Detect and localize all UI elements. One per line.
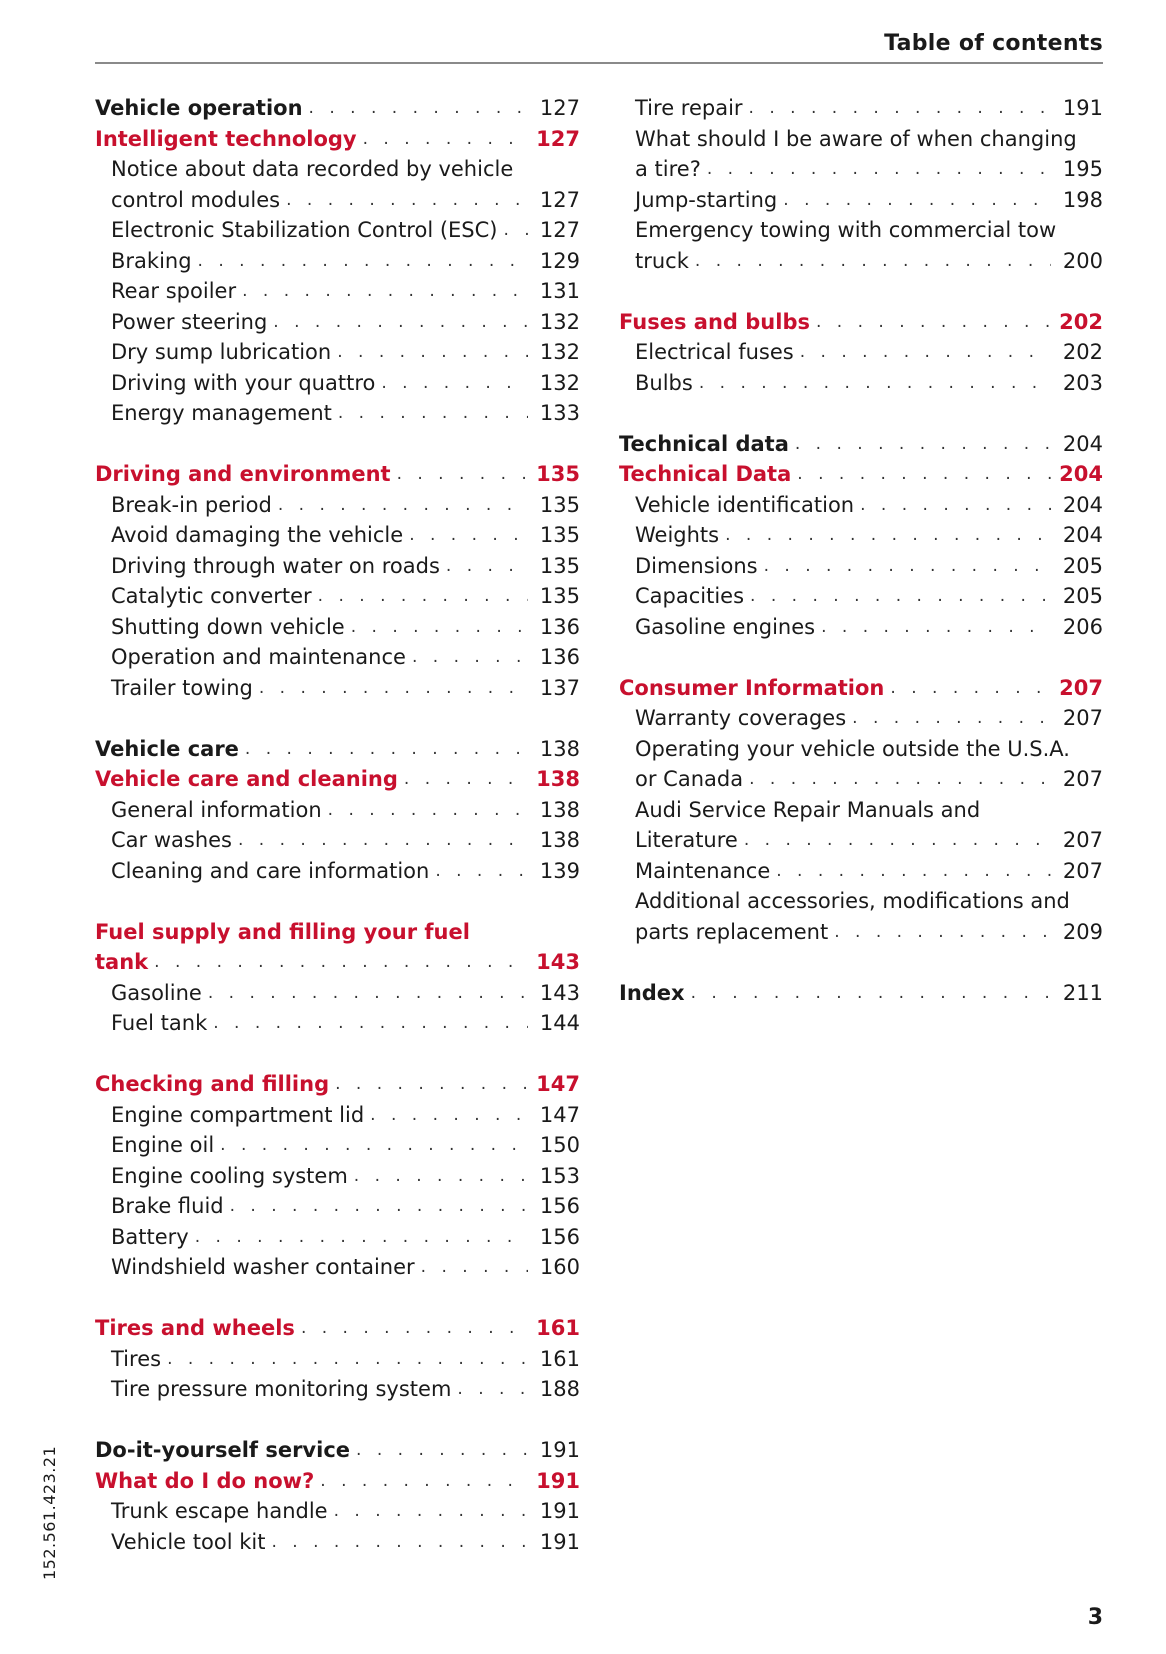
toc-entry-page-number: 156 [539,1194,580,1218]
leader-dots [406,642,528,673]
leader-dots [331,337,528,368]
toc-chapter-title: Technical data [619,431,789,456]
toc-entry-text-line: Operating your vehicle outside the U.S.A. [635,736,1070,761]
page-number: 3 [1087,1605,1103,1630]
leader-dots [272,490,528,521]
toc-entry-page-number: 209 [1062,919,1103,944]
leader-dots [854,490,1051,521]
section-spacer [619,398,1103,429]
toc-section-page-number: 191 [536,1468,580,1493]
leader-dots [828,917,1051,948]
toc-chapter[interactable] [619,978,1103,1009]
toc-entry-page-number: 132 [539,309,580,334]
leader-dots [497,215,528,246]
leader-dots [303,93,528,124]
toc-entry[interactable] [619,917,1103,948]
toc-entry-page-number: 135 [539,492,580,517]
toc-entry[interactable] [619,581,1103,612]
leader-dots [267,307,528,338]
leader-dots [314,1466,528,1497]
toc-chapter[interactable] [619,429,1103,460]
toc-section-title: Intelligent technology [95,126,357,151]
leader-dots [884,673,1051,704]
leader-dots [429,856,528,887]
toc-entry-title: Trailer towing [111,675,253,700]
toc-entry-title: Driving through water on roads [111,553,440,578]
leader-dots [192,246,528,277]
header-divider [95,62,1103,64]
leader-dots [758,551,1051,582]
toc-entry-page-number: 205 [1062,553,1103,578]
toc-entry-title: control modules [111,187,281,212]
toc-entry[interactable] [95,185,580,216]
toc-entry[interactable] [95,795,580,826]
leader-dots [403,520,528,551]
toc-entry[interactable] [619,368,1103,399]
toc-entry-title: truck [635,248,689,273]
toc-entry-title: a tire? [635,157,701,181]
toc-entry-page-number: 198 [1062,187,1103,212]
toc-entry-title: Avoid damaging the vehicle [111,523,404,547]
leader-dots [815,612,1051,643]
toc-entry[interactable] [619,337,1103,368]
toc-entry-page-number: 150 [539,1133,580,1157]
toc-entry-title: Literature [635,828,738,852]
toc-entry-title: Capacities [635,584,745,608]
toc-entry-title: Gasoline [111,980,202,1005]
leader-dots [364,1100,528,1131]
leader-dots [391,459,528,490]
toc-entry-title: Catalytic converter [111,584,312,608]
toc-chapter[interactable] [95,1435,580,1466]
toc-entry[interactable] [95,398,580,429]
toc-section-page-number: 143 [536,950,580,974]
section-spacer [619,276,1103,307]
toc-section-title: Vehicle care and cleaning [95,767,398,791]
toc-entry[interactable] [95,337,580,368]
toc-entry-page-number: 139 [539,858,580,883]
toc-entry-title: Electrical fuses [635,340,794,364]
toc-entry[interactable] [95,520,580,551]
leader-dots [415,1252,528,1283]
toc-section[interactable] [619,459,1103,490]
toc-entry[interactable] [95,1252,580,1283]
toc-entry[interactable] [95,1496,580,1527]
toc-entry[interactable] [95,246,580,277]
section-spacer [95,703,580,734]
toc-entry-title: or Canada [635,767,744,791]
toc-section-page-number: 207 [1059,675,1103,700]
leader-dots [375,368,528,399]
toc-entry[interactable] [95,490,580,521]
leader-dots [232,825,528,856]
leader-dots [685,978,1051,1009]
leader-dots [207,1008,528,1039]
leader-dots [451,1374,528,1405]
toc-chapter-page-number: 211 [1062,980,1103,1005]
toc-entry-title: Driving with your quattro [111,370,376,395]
toc-entry-title: Cleaning and care information [111,858,430,883]
toc-entry-text-line: Emergency towing with commercial tow [635,218,1057,242]
leader-dots [348,1161,528,1192]
toc-section-page-number: 147 [536,1072,580,1096]
toc-entry[interactable] [95,1191,580,1222]
toc-entry[interactable] [619,856,1103,887]
toc-section-page-number: 204 [1059,462,1103,486]
leader-dots [295,1313,528,1344]
toc-entry-title: Engine oil [111,1133,215,1157]
toc-section-title: Technical Data [619,462,792,486]
toc-entry[interactable] [95,1100,580,1131]
toc-entry-page-number: 147 [539,1102,580,1127]
toc-entry-page-number: 161 [539,1346,580,1371]
section-spacer [95,429,580,460]
toc-entry[interactable] [619,246,1103,277]
leader-dots [701,154,1051,185]
leader-dots [148,947,528,978]
leader-dots [312,581,528,612]
leader-dots [738,825,1051,856]
toc-section-title: What do I do now? [95,1468,315,1493]
toc-entry-title: Operation and maintenance [111,645,406,669]
toc-entry-page-number: 135 [539,553,580,578]
toc-entry-title: parts replacement [635,919,829,944]
toc-entry[interactable] [95,673,580,704]
toc-entry-title: Rear spoiler [111,279,237,303]
leader-dots [239,734,528,765]
leader-dots [719,520,1051,551]
toc-entry-title: Weights [635,523,720,547]
leader-dots [693,368,1051,399]
toc-entry-page-number: 191 [539,1529,580,1554]
toc-section-title: Driving and environment [95,462,391,486]
toc-chapter[interactable] [95,93,580,124]
toc-entry-title: Maintenance [635,858,771,883]
toc-left-column [95,93,580,1557]
leader-dots [770,856,1051,887]
toc-right-column [619,93,1103,1008]
toc-entry-text-line: Additional accessories, modifications and [635,889,1070,913]
toc-entry-page-number: 153 [539,1163,580,1188]
toc-entry-text-line: What should I be aware of when changing [635,126,1077,151]
toc-entry-title: Vehicle identification [635,492,855,517]
toc-entry-title: Electronic Stabilization Control (ESC) [111,218,498,242]
toc-entry-text-line: Notice about data recorded by vehicle [111,157,514,181]
toc-chapter-page-number: 127 [539,96,580,120]
leader-dots [810,307,1051,338]
toc-entry-title: Windshield washer container [111,1255,415,1279]
toc-section-title: Consumer Information [619,675,885,700]
toc-entry-page-number: 132 [539,340,580,364]
leader-dots [332,398,528,429]
toc-entry-page-number: 204 [1062,492,1103,517]
toc-section[interactable] [95,1313,580,1344]
toc-entry[interactable] [95,1161,580,1192]
toc-entry[interactable] [95,581,580,612]
toc-entry[interactable] [95,1344,580,1375]
toc-entry-page-number: 132 [539,370,580,395]
section-spacer [95,1039,580,1070]
leader-dots [224,1191,528,1222]
toc-section-page-number: 138 [536,767,580,791]
toc-entry-page-number: 200 [1062,248,1103,273]
toc-entry-page-number: 129 [539,248,580,273]
leader-dots [350,1435,528,1466]
toc-entry[interactable] [95,642,580,673]
leader-dots [280,185,528,216]
toc-entry[interactable] [95,307,580,338]
toc-entry[interactable] [619,93,1103,124]
toc-entry-page-number: 131 [539,279,580,303]
toc-entry[interactable] [619,703,1103,734]
toc-chapter-title: Vehicle care [95,736,239,761]
toc-entry-title: Brake fluid [111,1194,224,1218]
toc-entry-page-number: 138 [539,797,580,822]
toc-entry-title: Gasoline engines [635,614,816,639]
toc-entry[interactable] [95,1222,580,1253]
toc-entry-title: Fuel tank [111,1011,208,1035]
toc-entry[interactable] [95,1374,580,1405]
leader-dots [189,1222,528,1253]
toc-section[interactable] [95,1069,580,1100]
toc-entry[interactable] [619,551,1103,582]
toc-entry-page-number: 207 [1062,858,1103,883]
toc-section-title: tank [95,950,149,974]
toc-entry[interactable] [95,978,580,1009]
toc-entry-page-number: 136 [539,645,580,669]
leader-dots [777,185,1051,216]
toc-chapter-page-number: 138 [539,736,580,761]
leader-dots [202,978,528,1009]
section-spacer [619,642,1103,673]
leader-dots [791,459,1051,490]
toc-entry-title: Warranty coverages [635,706,847,730]
toc-entry-page-number: 133 [539,401,580,425]
toc-entry[interactable] [619,764,1103,795]
toc-entry-page-number: 195 [1062,157,1103,181]
toc-entry-page-number: 204 [1062,523,1103,547]
leader-dots [846,703,1051,734]
toc-section-title: Fuses and bulbs [619,309,810,334]
toc-entry-page-number: 188 [539,1377,580,1401]
leader-dots [265,1527,528,1558]
toc-section-page-number: 202 [1059,309,1103,334]
toc-entry-page-number: 156 [539,1224,580,1249]
leader-dots [236,276,528,307]
toc-entry-page-number: 137 [539,675,580,700]
toc-entry[interactable] [95,825,580,856]
toc-entry[interactable] [95,856,580,887]
toc-section[interactable] [95,1466,580,1497]
toc-entry-page-number: 191 [1062,96,1103,120]
section-spacer [619,947,1103,978]
leader-dots [322,795,528,826]
toc-entry[interactable] [95,276,580,307]
toc-entry-title: Vehicle tool kit [111,1529,266,1554]
leader-dots [743,93,1051,124]
toc-entry-title: Break-in period [111,492,272,517]
toc-entry[interactable] [95,1008,580,1039]
toc-entry-title: Engine compartment lid [111,1102,365,1127]
toc-section[interactable] [619,673,1103,704]
toc-entry[interactable] [95,612,580,643]
toc-entry-title: Tires [111,1346,162,1371]
toc-entry[interactable] [619,154,1103,185]
toc-entry-page-number: 207 [1062,767,1103,791]
leader-dots [743,764,1051,795]
toc-entry-page-number: 127 [539,187,580,212]
toc-entry[interactable] [95,1527,580,1558]
leader-dots [329,1069,528,1100]
toc-entry[interactable] [619,490,1103,521]
toc-entry-title: Energy management [111,401,332,425]
toc-section[interactable] [95,947,580,978]
toc-entry-page-number: 138 [539,828,580,852]
toc-entry-page-number: 135 [539,523,580,547]
leader-dots [345,612,528,643]
page-header-title: Table of contents [884,31,1103,56]
toc-chapter-page-number: 204 [1062,431,1103,456]
toc-entry-title: Trunk escape handle [111,1499,328,1523]
toc-entry-page-number: 160 [539,1255,580,1279]
toc-entry-title: Dimensions [635,553,758,578]
leader-dots [789,429,1051,460]
toc-entry-page-number: 205 [1062,584,1103,608]
toc-entry-title: Bulbs [635,370,693,395]
toc-entry-page-number: 136 [539,614,580,639]
leader-dots [214,1130,528,1161]
leader-dots [328,1496,528,1527]
toc-entry-title: Power steering [111,309,268,334]
toc-chapter-page-number: 191 [539,1438,580,1462]
toc-entry-page-number: 144 [539,1011,580,1035]
toc-entry[interactable] [95,215,580,246]
toc-section-page-number: 161 [536,1316,580,1340]
section-spacer [95,886,580,917]
toc-section[interactable] [95,764,580,795]
toc-entry-title: Dry sump lubrication [111,340,332,364]
section-spacer [95,1283,580,1314]
toc-entry-page-number: 206 [1062,614,1103,639]
leader-dots [794,337,1051,368]
toc-entry-title: Tire repair [635,96,743,120]
toc-chapter-title: Index [619,980,685,1005]
toc-chapter[interactable] [95,734,580,765]
leader-dots [744,581,1051,612]
leader-dots [689,246,1051,277]
toc-entry[interactable] [619,612,1103,643]
toc-section-page-number: 127 [536,126,580,151]
toc-entry[interactable] [95,1130,580,1161]
toc-entry-page-number: 203 [1062,370,1103,395]
toc-entry-title: Car washes [111,828,232,852]
toc-section-title: Checking and filling [95,1072,330,1096]
toc-entry-title: Engine cooling system [111,1163,348,1188]
toc-entry-page-number: 191 [539,1499,580,1523]
toc-entry[interactable] [619,825,1103,856]
toc-section-page-number: 135 [536,462,580,486]
toc-entry-title: Battery [111,1224,189,1249]
toc-entry-page-number: 135 [539,584,580,608]
toc-chapter-title: Do-it-yourself service [95,1438,351,1462]
toc-entry-page-number: 202 [1062,340,1103,364]
leader-dots [357,124,528,155]
toc-section[interactable] [619,307,1103,338]
toc-entry-title: General information [111,797,322,822]
toc-entry[interactable] [619,185,1103,216]
toc-section[interactable] [95,124,580,155]
section-spacer [95,1405,580,1436]
toc-section-text-line: Fuel supply and filling your fuel [95,919,470,944]
document-code: 152.561.423.21 [40,1445,59,1580]
leader-dots [161,1344,528,1375]
toc-entry-title: Braking [111,248,192,273]
toc-entry[interactable] [95,551,580,582]
toc-chapter-title: Vehicle operation [95,96,303,120]
toc-entry-page-number: 127 [539,218,580,242]
toc-section[interactable] [95,459,580,490]
toc-entry-page-number: 207 [1062,828,1103,852]
leader-dots [398,764,528,795]
toc-entry-title: Jump-starting [635,187,778,212]
toc-entry-page-number: 207 [1062,706,1103,730]
toc-section-title: Tires and wheels [95,1316,295,1340]
toc-entry[interactable] [95,368,580,399]
leader-dots [253,673,528,704]
toc-entry-page-number: 143 [539,980,580,1005]
toc-entry[interactable] [619,520,1103,551]
toc-entry-text-line: Audi Service Repair Manuals and [635,797,981,822]
leader-dots [440,551,528,582]
toc-entry-title: Shutting down vehicle [111,614,345,639]
toc-entry-title: Tire pressure monitoring system [111,1377,452,1401]
